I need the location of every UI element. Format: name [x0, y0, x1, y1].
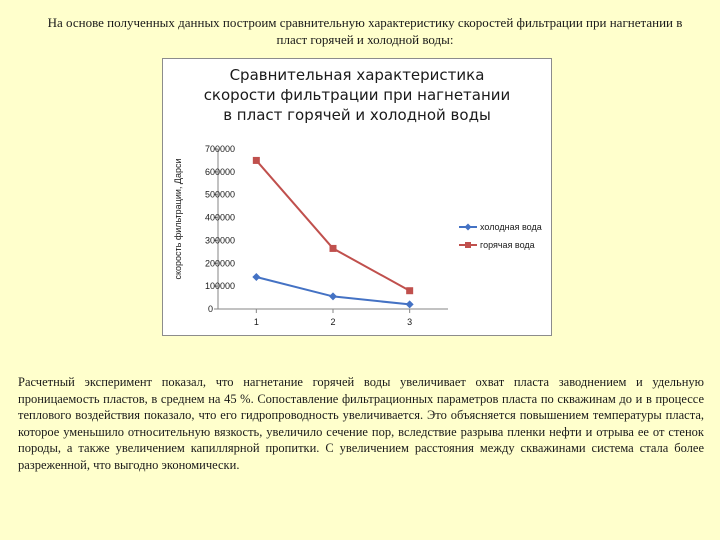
legend-label-2: горячая вода: [480, 240, 535, 250]
y-tick-label: 200000: [205, 258, 236, 269]
conclusion-text: Расчетный эксперимент показал, что нагнетание горячей воды увеличивает охват пласта заводнением и удельную проницаемость пластов, в среднем на 45 %. Сопоставление фильтрационных параметров пласта по скважинам до и в процессе теплового воздействия показало, что его гидропроводность увеличивается. Это объясняется повышением температуры пласта, которое уменьшило относительную вязкость, увеличило сечение пор, вследствие разрыва пленки нефти и отрыва ее от стенок породы, а также увеличением капиллярной пропитки. С увеличением расстояния между скважинами система стала более разреженной, что выгодно экономически.: [18, 375, 704, 472]
y-tick-label: 400000: [205, 212, 236, 223]
legend-label-1: холодная вода: [480, 222, 542, 232]
series-line-2: [256, 160, 409, 290]
intro-paragraph: На основе полученных данных построим сравнительную характеристику скоростей фильтрации при нагнетании в пласт горячей и холодной воды:: [47, 15, 683, 47]
chart-title-line-1: Сравнительная характеристика: [229, 66, 485, 84]
y-tick-label: 700000: [205, 144, 236, 154]
series-2-point: [253, 157, 260, 164]
y-tick-label: 500000: [205, 189, 236, 200]
legend-marker-1: [465, 224, 472, 231]
y-tick-label: 300000: [205, 235, 236, 246]
x-tick-label: 2: [330, 317, 336, 327]
series-1-point: [252, 273, 260, 281]
chart-area: [162, 58, 552, 336]
series-2-point: [330, 245, 337, 252]
chart-title-line-2: скорости фильтрации при нагнетании: [203, 86, 511, 104]
x-tick-label: 3: [407, 317, 413, 327]
series-1-point: [406, 300, 414, 308]
series-2-point: [406, 287, 413, 294]
chart-plot: [163, 59, 553, 337]
y-tick-label: 100000: [205, 281, 236, 292]
conclusion-paragraph: [18, 374, 704, 473]
series-1-point: [329, 292, 337, 300]
x-tick-label: 1: [253, 317, 259, 327]
legend-marker-2: [465, 242, 471, 248]
y-axis-label: скорость фильтрации, Дарси: [173, 158, 183, 280]
y-tick-label: 0: [207, 304, 213, 314]
chart-title-line-3: в пласт горячей и холодной воды: [223, 106, 491, 124]
y-tick-label: 600000: [205, 166, 236, 177]
